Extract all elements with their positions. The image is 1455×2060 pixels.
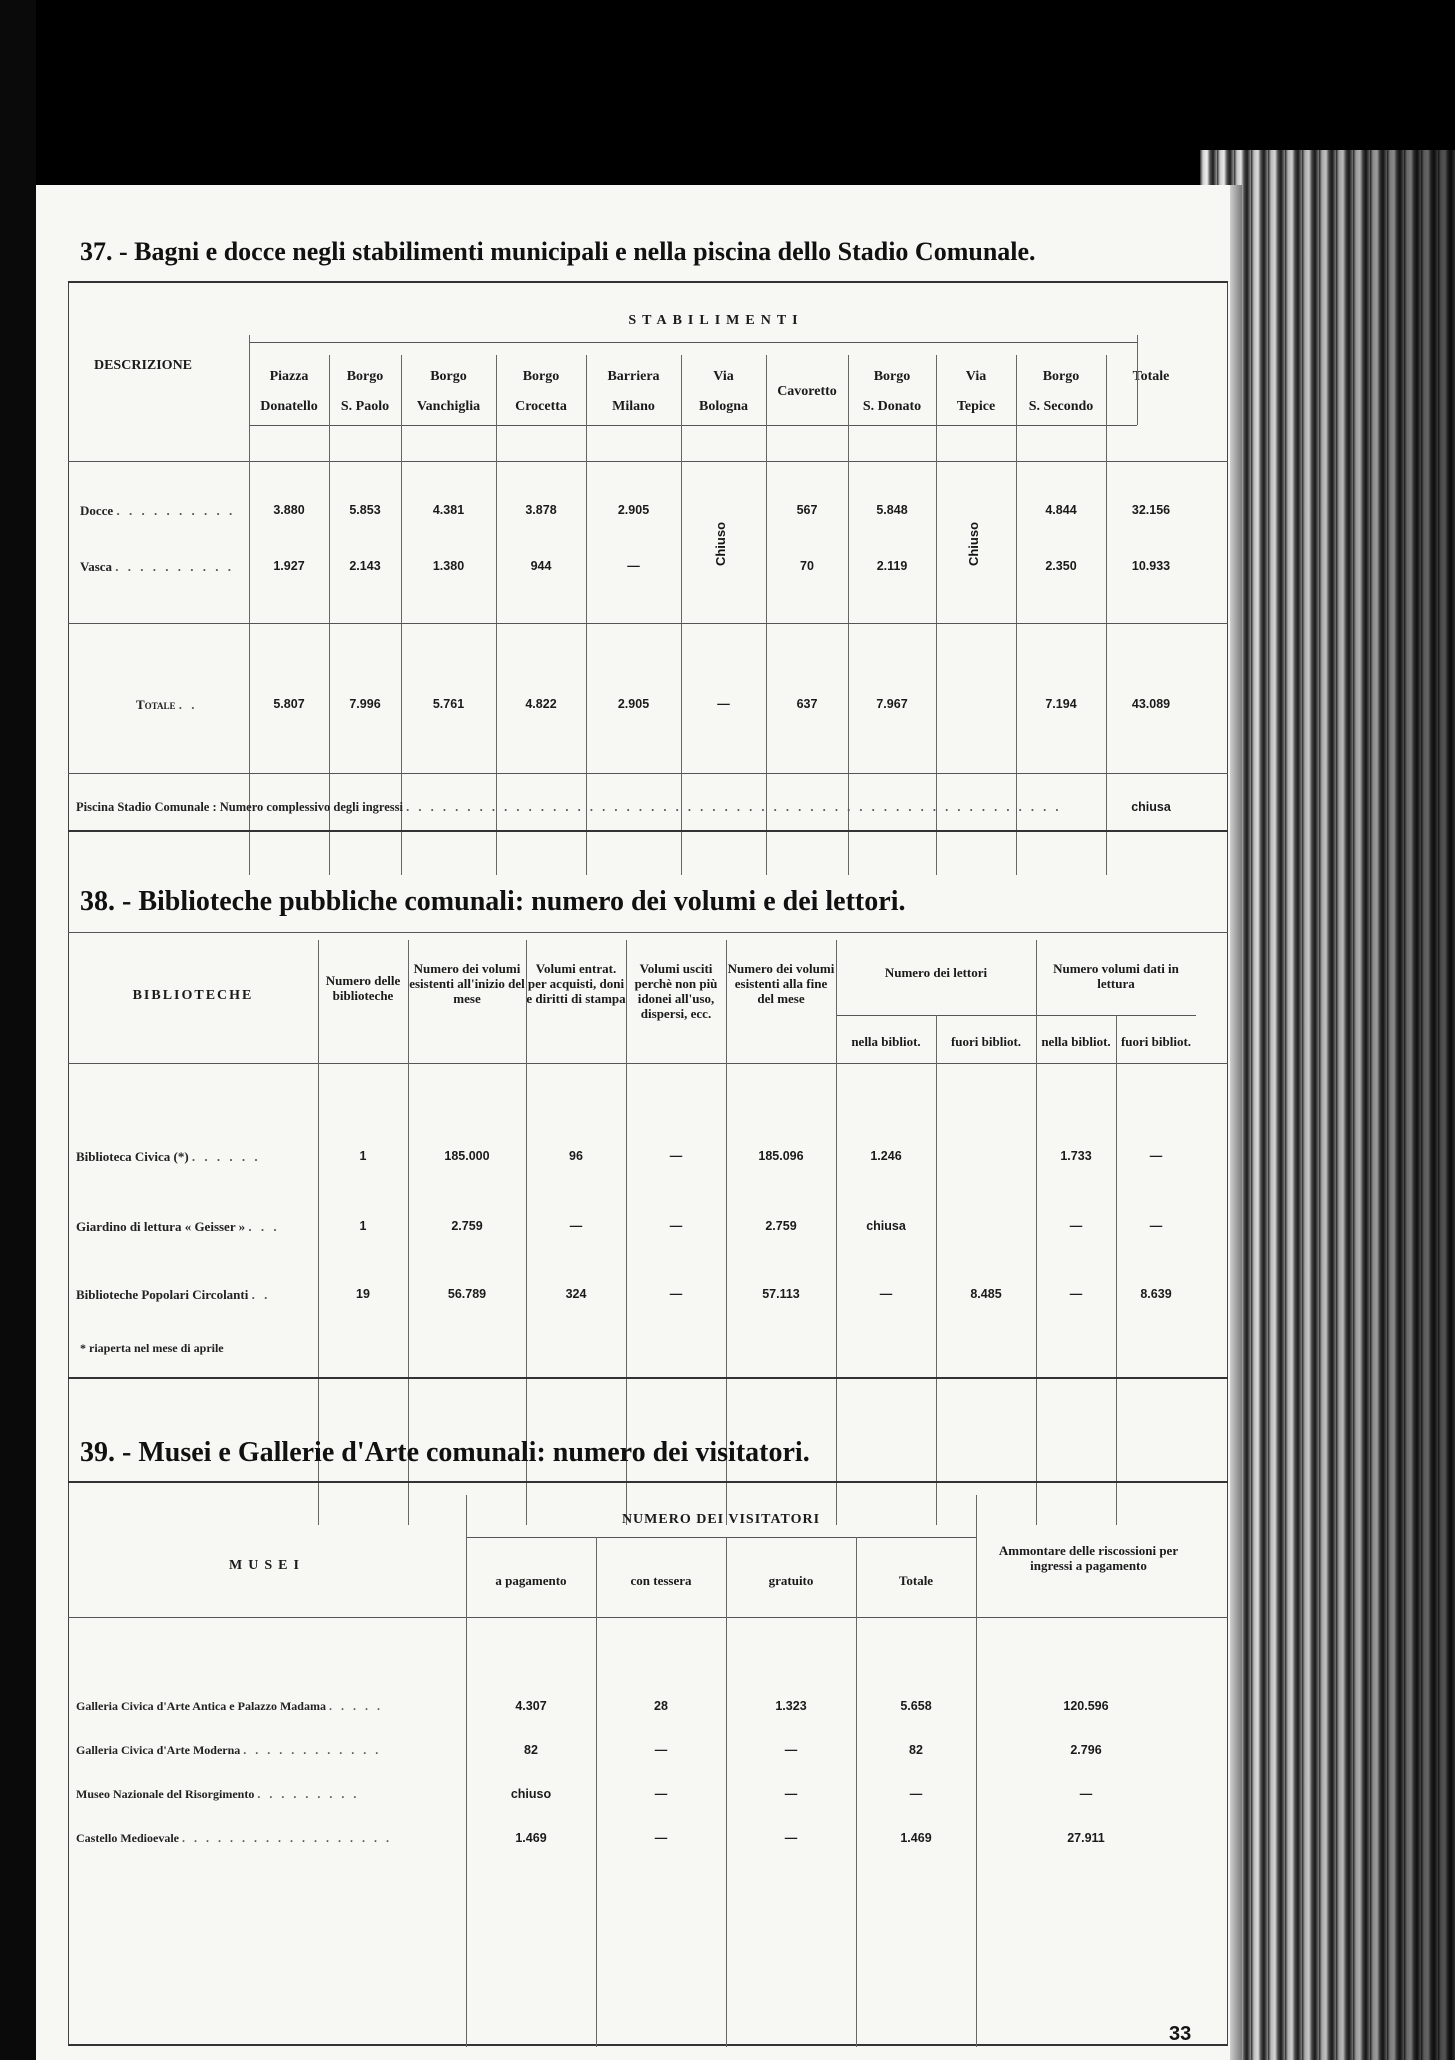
- t37-col-header: Borgo: [873, 369, 911, 384]
- t38-cell: —: [569, 1219, 583, 1233]
- t39-cell: 1.469: [900, 1831, 932, 1845]
- table-37-title: 37. - Bagni e docce negli stabilimenti municipali e nella piscina dello Stadio Comunale.: [80, 237, 1036, 266]
- t39-header-musei: MUSEI: [229, 1558, 305, 1573]
- t37-cell: 1.380: [432, 559, 465, 573]
- t37-cell: 5.848: [876, 503, 908, 517]
- t37-col-header: Borgo: [1042, 369, 1080, 384]
- rule: [249, 425, 1137, 426]
- t37-cell: 1.927: [273, 559, 305, 573]
- t39-row-label: Castello Medioevale . . . . . . . . . . . . . . . . . .: [76, 1831, 392, 1845]
- t37-col-header: Via: [965, 369, 987, 384]
- t37-total-cell: —: [717, 697, 730, 711]
- t38-cell: —: [1069, 1287, 1083, 1301]
- t39-col-totale: Totale: [898, 1573, 934, 1588]
- t38-header-biblioteche: BIBLIOTECHE: [132, 988, 254, 1003]
- t38-cell: 1: [359, 1149, 367, 1163]
- t38-cell: —: [669, 1287, 683, 1301]
- t39-cell: chiuso: [510, 1787, 552, 1801]
- rule: [466, 1495, 467, 2047]
- t37-row-label: Docce . . . . . . . . . .: [80, 503, 236, 518]
- table-38-title: 38. - Biblioteche pubbliche comunali: numero dei volumi e dei lettori.: [80, 886, 906, 917]
- page-number: 33: [1169, 2023, 1192, 2045]
- t37-cell: 2.350: [1045, 559, 1077, 573]
- rule: [68, 461, 1228, 462]
- t38-cell: 185.000: [444, 1149, 490, 1163]
- t37-cell: 2.119: [876, 559, 908, 573]
- rule: [401, 355, 402, 875]
- rule: [68, 281, 1228, 283]
- t39-col-ammontare: Ammontare delle riscossioni per ingressi a pagamento: [998, 1543, 1179, 1573]
- t38-cell: chiusa: [866, 1219, 906, 1233]
- rule: [249, 335, 250, 875]
- t39-col-tessera: con tessera: [630, 1573, 692, 1588]
- t39-cell: 1.323: [775, 1699, 807, 1713]
- t37-cell: 3.880: [273, 503, 305, 517]
- t38-cell: —: [1069, 1219, 1083, 1233]
- t38-sub-fuori-lettori: fuori bibliot.: [950, 1034, 1022, 1049]
- rule: [976, 1495, 977, 2047]
- rule: [936, 1015, 937, 1525]
- t37-cell: 4.381: [432, 503, 465, 517]
- t37-col-header: Borgo: [522, 369, 560, 384]
- t37-col-header: Vanchiglia: [416, 399, 481, 414]
- t39-cell: 4.307: [515, 1699, 547, 1713]
- t37-group-header: STABILIMENTI: [628, 313, 804, 328]
- t37-cell: 10.933: [1131, 559, 1171, 573]
- t37-cell: 5.853: [349, 503, 381, 517]
- t38-row-label: Biblioteche Popolari Circolanti . .: [76, 1287, 271, 1302]
- t37-col-header: Tepice: [956, 399, 996, 414]
- rule: [68, 623, 1228, 624]
- t38-sub-fuori-volumi: fuori bibliot.: [1120, 1034, 1192, 1049]
- t37-closed-tepice: Chiuso: [966, 521, 981, 567]
- t37-col-header: Crocetta: [515, 399, 567, 414]
- t37-col-header: Bologna: [698, 399, 748, 414]
- document-page: [36, 185, 1230, 2060]
- t38-cell: 2.759: [765, 1219, 797, 1233]
- t38-cell: 8.639: [1140, 1287, 1172, 1301]
- t37-cell: 944: [530, 559, 552, 573]
- t37-cell: 2.143: [349, 559, 381, 573]
- t38-footnote: * riaperta nel mese di aprile: [80, 1341, 224, 1355]
- t37-desc-header: DESCRIZIONE: [93, 358, 193, 373]
- t37-col-header: Barriera: [607, 369, 660, 384]
- t38-row-label: Giardino di lettura « Geisser » . . .: [76, 1219, 280, 1234]
- t37-col-header: Piazza: [269, 369, 309, 384]
- t38-cell: 1.733: [1060, 1149, 1092, 1163]
- rule: [681, 355, 682, 875]
- t38-col-volumi-usciti: Volumi usciti perchè non più idonei all'uso, dispersi, ecc.: [634, 961, 718, 1021]
- t37-col-header: S. Paolo: [340, 399, 390, 414]
- rule: [1116, 1015, 1117, 1525]
- rule: [68, 1377, 1228, 1379]
- rule: [586, 355, 587, 875]
- t38-cell: —: [669, 1219, 683, 1233]
- t37-cell: 2.905: [617, 503, 650, 517]
- t39-cell: 5.658: [900, 1699, 932, 1713]
- rule: [496, 355, 497, 875]
- t39-cell: 82: [909, 1743, 923, 1757]
- t37-cell: 3.878: [525, 503, 557, 517]
- t37-closed-bologna: Chiuso: [713, 521, 728, 567]
- t39-cell: —: [654, 1831, 668, 1845]
- t39-cell: —: [909, 1787, 923, 1801]
- scan-left-border: [0, 0, 36, 2060]
- t38-col-numero-biblioteche: Numero delle biblioteche: [325, 973, 401, 1003]
- t37-col-header: Borgo: [430, 369, 467, 384]
- t39-cell: —: [784, 1831, 798, 1845]
- table-39-title: 39. - Musei e Gallerie d'Arte comunali: numero dei visitatori.: [80, 1437, 810, 1468]
- t38-col-volumi-inizio: Numero dei volumi esistenti all'inizio del mese: [409, 961, 525, 1006]
- t38-col-volumi-fine: Numero dei volumi esistenti alla fine del mese: [727, 961, 835, 1006]
- t39-group-visitatori: NUMERO DEI VISITATORI: [621, 1512, 821, 1527]
- rule: [848, 355, 849, 875]
- rule: [68, 1481, 1228, 1483]
- t39-cell: 82: [524, 1743, 538, 1757]
- rule: [1137, 335, 1138, 425]
- t37-total-cell: 7.996: [349, 697, 381, 711]
- t37-cell: 4.844: [1045, 503, 1077, 517]
- t37-total-label: Totale . .: [136, 697, 198, 712]
- t38-cell: 8.485: [970, 1287, 1002, 1301]
- t37-total-cell: 4.822: [525, 697, 557, 711]
- t39-col-pagamento: a pagamento: [495, 1573, 567, 1588]
- t39-cell: —: [654, 1787, 668, 1801]
- t38-cell: 1: [359, 1219, 367, 1233]
- t39-cell: 27.911: [1067, 1831, 1105, 1845]
- t37-cell: 70: [800, 559, 814, 573]
- t38-cell: 185.096: [758, 1149, 804, 1163]
- rule: [68, 932, 1228, 933]
- rule: [466, 1537, 976, 1538]
- rule: [1016, 355, 1017, 875]
- t39-cell: —: [784, 1743, 798, 1757]
- t38-cell: —: [669, 1149, 683, 1163]
- t39-row-label: Galleria Civica d'Arte Antica e Palazzo Madama . . . . .: [76, 1699, 383, 1713]
- t38-cell: 19: [356, 1287, 370, 1301]
- t38-row-label: Biblioteca Civica (*) . . . . . .: [76, 1149, 261, 1164]
- t37-total-cell: 637: [796, 697, 818, 711]
- t38-cell: 96: [569, 1149, 583, 1163]
- t39-cell: 2.796: [1070, 1743, 1102, 1757]
- t37-cell: 32.156: [1131, 503, 1171, 517]
- t38-cell: 2.759: [451, 1219, 483, 1233]
- t37-piscina-value: chiusa: [1131, 800, 1171, 814]
- t38-cell: 56.789: [447, 1287, 487, 1301]
- rule: [68, 773, 1228, 774]
- t37-total-cell: 43.089: [1131, 697, 1171, 711]
- t39-row-label: Museo Nazionale del Risorgimento . . . . . . . . .: [76, 1787, 360, 1801]
- t37-col-header: Cavoretto: [777, 384, 837, 399]
- t39-cell: —: [1079, 1787, 1093, 1801]
- t39-row-label: Galleria Civica d'Arte Moderna . . . . . . . . . . . .: [76, 1743, 382, 1757]
- rule: [1106, 355, 1107, 875]
- t38-group-lettori: Numero dei lettori: [884, 965, 988, 980]
- t37-total-cell: 5.761: [432, 697, 465, 711]
- rule: [329, 355, 330, 875]
- t37-col-header: Totale: [1132, 369, 1170, 384]
- t38-cell: —: [1149, 1149, 1163, 1163]
- t38-cell: 57.113: [762, 1287, 800, 1301]
- t37-cell: 567: [796, 503, 818, 517]
- rule: [836, 1015, 1196, 1016]
- t39-cell: 120.596: [1063, 1699, 1109, 1713]
- t37-total-cell: 7.194: [1045, 697, 1077, 711]
- page-edge-shadow: [1230, 185, 1242, 2060]
- t37-col-header: Donatello: [260, 399, 318, 414]
- t38-group-volumi-lettura: Numero volumi dati in lettura: [1053, 961, 1179, 991]
- t37-piscina-label: Piscina Stadio Comunale : Numero complessivo degli ingressi . . . . . . . . . . . . . . . . . . . . . . . . . . . . . . . . . . . . . . . . . . . . . . . . . . . . . .: [76, 800, 1062, 814]
- t39-cell: —: [784, 1787, 798, 1801]
- rule: [936, 355, 937, 875]
- rule: [68, 830, 1228, 832]
- t37-col-header: Borgo: [346, 369, 384, 384]
- t39-cell: 28: [654, 1699, 668, 1713]
- t37-row-label: Vasca . . . . . . . . . .: [80, 559, 235, 574]
- t37-total-cell: 2.905: [617, 697, 650, 711]
- t38-cell: 324: [565, 1287, 587, 1301]
- t39-cell: —: [654, 1743, 668, 1757]
- t37-col-header: Via: [713, 369, 734, 384]
- t38-sub-nella-lettori: nella bibliot.: [851, 1034, 921, 1049]
- t37-total-cell: 7.967: [876, 697, 908, 711]
- t38-sub-nella-volumi: nella bibliot.: [1041, 1034, 1111, 1049]
- t39-cell: 1.469: [515, 1831, 547, 1845]
- t38-col-volumi-entrati: Volumi entrat. per acquisti, doni e diritti di stampa: [526, 961, 626, 1006]
- t39-col-gratuito: gratuito: [768, 1573, 814, 1588]
- rule: [68, 1617, 1228, 1618]
- rule: [68, 1063, 1228, 1064]
- t37-cell: —: [627, 559, 640, 573]
- t37-total-cell: 5.807: [273, 697, 305, 711]
- t37-col-header: S. Donato: [862, 399, 922, 414]
- t38-cell: —: [1149, 1219, 1163, 1233]
- rule: [249, 342, 1137, 343]
- t38-cell: —: [879, 1287, 893, 1301]
- t38-cell: 1.246: [870, 1149, 902, 1163]
- t37-col-header: S. Secondo: [1028, 399, 1094, 414]
- rule: [766, 355, 767, 875]
- t37-col-header: Milano: [612, 399, 655, 414]
